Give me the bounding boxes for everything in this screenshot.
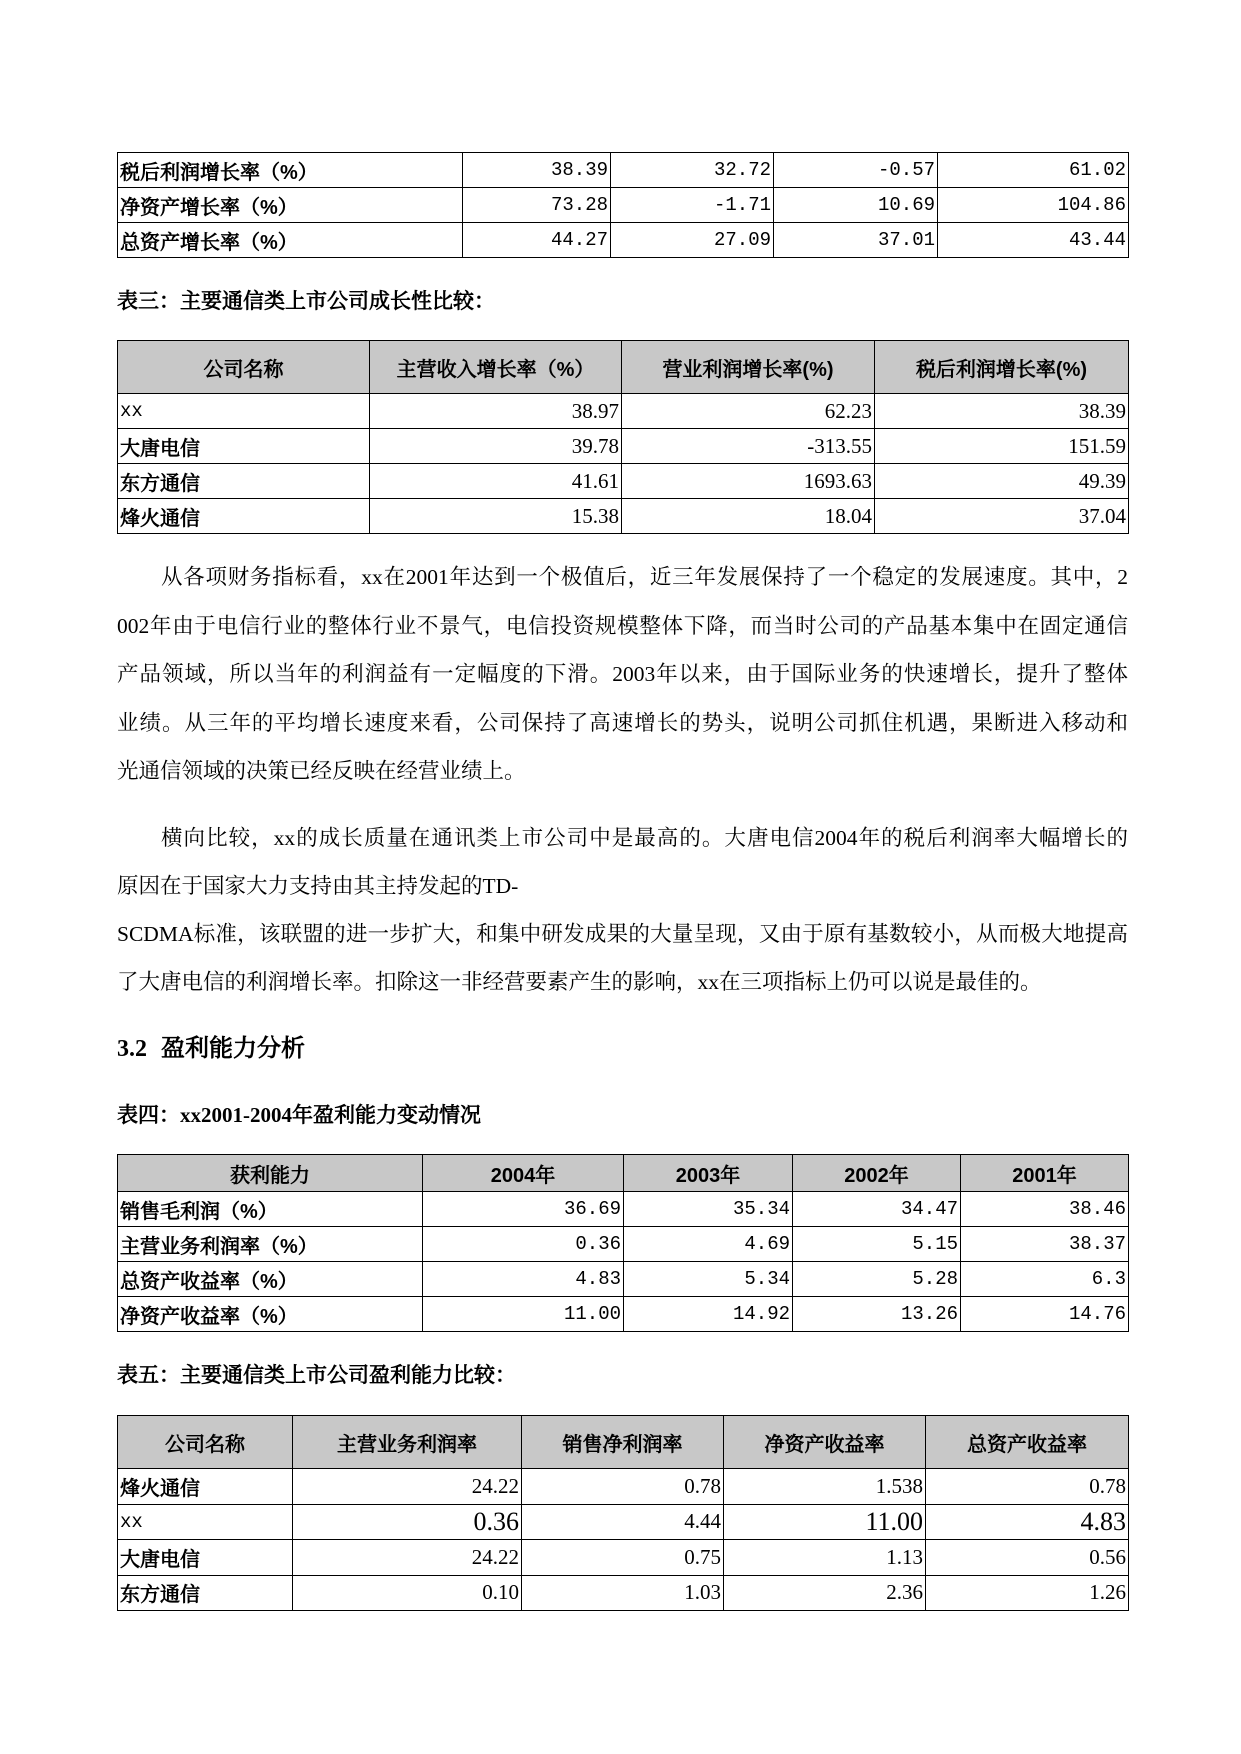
value-cell: 37.01	[774, 223, 938, 258]
header-cell: 税后利润增长率(%)	[875, 341, 1129, 394]
value-cell: 38.37	[961, 1227, 1129, 1262]
table4-caption: 表四：xx2001-2004年盈利能力变动情况	[117, 1103, 481, 1127]
value-cell: 34.47	[793, 1192, 961, 1227]
table-row	[118, 464, 1129, 499]
value-cell: 14.92	[624, 1297, 793, 1332]
section-title: 盈利能力分析	[161, 1035, 305, 1062]
value-cell: 61.02	[938, 153, 1129, 188]
value-cell: 41.61	[370, 464, 622, 499]
value-cell: 5.34	[624, 1262, 793, 1297]
body-paragraph	[117, 814, 1128, 1006]
value-cell: 4.44	[522, 1504, 724, 1540]
row-label: 烽火通信	[118, 1469, 293, 1505]
table5-caption: 表五：主要通信类上市公司盈利能力比较：	[117, 1363, 516, 1387]
table-header-row	[118, 1155, 1129, 1192]
table4-section	[117, 1154, 1128, 1332]
value-cell: -313.55	[622, 429, 875, 464]
value-cell: 6.3	[961, 1262, 1129, 1297]
table-row	[118, 1469, 1129, 1505]
row-label: 净资产收益率（%）	[118, 1297, 423, 1332]
value-cell: 1.26	[926, 1575, 1129, 1611]
table3-section	[117, 340, 1128, 534]
header-cell: 2003年	[624, 1155, 793, 1192]
value-cell: 2.36	[724, 1575, 926, 1611]
section-heading	[117, 1032, 1128, 1066]
table-row	[118, 1297, 1129, 1332]
table-row	[118, 499, 1129, 534]
value-cell: 1.538	[724, 1469, 926, 1505]
header-cell: 2002年	[793, 1155, 961, 1192]
value-cell: 62.23	[622, 394, 875, 429]
value-cell: 1.13	[724, 1540, 926, 1576]
value-cell: 0.78	[926, 1469, 1129, 1505]
row-label: 总资产收益率（%）	[118, 1262, 423, 1297]
value-cell: 35.34	[624, 1192, 793, 1227]
section-number: 3.2	[117, 1036, 147, 1062]
value-cell: 0.75	[522, 1540, 724, 1576]
header-cell: 获利能力	[118, 1155, 423, 1192]
row-label: 销售毛利润（%）	[118, 1192, 423, 1227]
value-cell: 5.28	[793, 1262, 961, 1297]
table-row	[118, 153, 1129, 188]
table-row	[118, 429, 1129, 464]
header-cell: 2001年	[961, 1155, 1129, 1192]
value-cell: 10.69	[774, 188, 938, 223]
value-cell: 38.39	[463, 153, 611, 188]
table-row	[118, 1192, 1129, 1227]
paragraph-line: 横向比较，xx的成长质量在通讯类上市公司中是最高的。大唐电信2004年的税后利润率大幅增长的	[161, 826, 1128, 850]
row-label: 主营业务利润率（%）	[118, 1227, 423, 1262]
header-cell: 净资产收益率	[724, 1416, 926, 1469]
value-cell: 39.78	[370, 429, 622, 464]
row-label: xx	[118, 394, 370, 429]
table5-section	[117, 1415, 1128, 1611]
body-paragraph	[117, 553, 1128, 796]
value-cell: 15.38	[370, 499, 622, 534]
row-label: 税后利润增长率（%）	[118, 153, 463, 188]
value-cell: 44.27	[463, 223, 611, 258]
row-label: 净资产增长率（%）	[118, 188, 463, 223]
value-cell: 37.04	[875, 499, 1129, 534]
table-row	[118, 1262, 1129, 1297]
row-label: 大唐电信	[118, 429, 370, 464]
growth-table-section	[117, 152, 1128, 258]
value-cell: 151.59	[875, 429, 1129, 464]
paragraph-line: 光通信领域的决策已经反映在经营业绩上。	[117, 759, 526, 783]
row-label: 东方通信	[118, 1575, 293, 1611]
profitability-comparison-table	[117, 1415, 1129, 1611]
header-cell: 公司名称	[118, 1416, 293, 1469]
paragraph-line: 产品领域，所以当年的利润益有一定幅度的下滑。2003年以来，由于国际业务的快速增长，提升了整体	[117, 662, 1128, 686]
value-cell: 24.22	[293, 1540, 522, 1576]
table-header-row	[118, 1416, 1129, 1469]
value-cell: 49.39	[875, 464, 1129, 499]
value-cell: 27.09	[611, 223, 774, 258]
value-cell: 0.78	[522, 1469, 724, 1505]
paragraph-line: 从各项财务指标看，xx在2001年达到一个极值后，近三年发展保持了一个稳定的发展速度。其中，2	[161, 565, 1128, 589]
table-row	[118, 1227, 1129, 1262]
table-row	[118, 1575, 1129, 1611]
paragraph-line: 了大唐电信的利润增长率。扣除这一非经营要素产生的影响，xx在三项指标上仍可以说是最佳的。	[117, 970, 1042, 994]
value-cell: 0.36	[423, 1227, 624, 1262]
value-cell: 14.76	[961, 1297, 1129, 1332]
value-cell: 4.83	[423, 1262, 624, 1297]
value-cell: 18.04	[622, 499, 875, 534]
value-cell: 0.56	[926, 1540, 1129, 1576]
value-cell: 11.00	[423, 1297, 624, 1332]
header-cell: 2004年	[423, 1155, 624, 1192]
value-cell: -1.71	[611, 188, 774, 223]
row-label: 东方通信	[118, 464, 370, 499]
table-row	[118, 223, 1129, 258]
header-cell: 主营收入增长率（%）	[370, 341, 622, 394]
table3-caption: 表三：主要通信类上市公司成长性比较：	[117, 289, 495, 313]
paragraph-line: SCDMA标准，该联盟的进一步扩大，和集中研发成果的大量呈现，又由于原有基数较小，从而极大地提高	[117, 922, 1128, 946]
growth-indicators-table	[117, 152, 1129, 258]
table-row	[118, 1540, 1129, 1576]
table-header-row	[118, 341, 1129, 394]
value-cell: 38.46	[961, 1192, 1129, 1227]
value-cell: 0.10	[293, 1575, 522, 1611]
value-cell: 36.69	[423, 1192, 624, 1227]
header-cell: 总资产收益率	[926, 1416, 1129, 1469]
paragraph-line: 原因在于国家大力支持由其主持发起的TD-	[117, 874, 519, 898]
profitability-trend-table	[117, 1154, 1129, 1332]
row-label: xx	[118, 1504, 293, 1540]
row-label: 总资产增长率（%）	[118, 223, 463, 258]
value-cell: 38.97	[370, 394, 622, 429]
paragraph-line: 002年由于电信行业的整体行业不景气，电信投资规模整体下降，而当时公司的产品基本集中在固定通信	[117, 613, 1128, 638]
value-cell: 4.83	[926, 1504, 1129, 1540]
value-cell: 1.03	[522, 1575, 724, 1611]
header-cell: 营业利润增长率(%)	[622, 341, 875, 394]
header-cell: 主营业务利润率	[293, 1416, 522, 1469]
table-row	[118, 1504, 1129, 1540]
value-cell: 24.22	[293, 1469, 522, 1505]
value-cell: 11.00	[724, 1504, 926, 1540]
value-cell: 1693.63	[622, 464, 875, 499]
row-label: 大唐电信	[118, 1540, 293, 1576]
table-row	[118, 188, 1129, 223]
value-cell: 13.26	[793, 1297, 961, 1332]
value-cell: 104.86	[938, 188, 1129, 223]
row-label: 烽火通信	[118, 499, 370, 534]
value-cell: 32.72	[611, 153, 774, 188]
value-cell: 5.15	[793, 1227, 961, 1262]
value-cell: 73.28	[463, 188, 611, 223]
header-cell: 销售净利润率	[522, 1416, 724, 1469]
value-cell: 38.39	[875, 394, 1129, 429]
growth-comparison-table	[117, 340, 1129, 534]
table-row	[118, 394, 1129, 429]
value-cell: 4.69	[624, 1227, 793, 1262]
value-cell: -0.57	[774, 153, 938, 188]
paragraph-line: 业绩。从三年的平均增长速度来看，公司保持了高速增长的势头，说明公司抓住机遇，果断进入移动和	[117, 710, 1128, 735]
value-cell: 0.36	[293, 1504, 522, 1540]
header-cell: 公司名称	[118, 341, 370, 394]
value-cell: 43.44	[938, 223, 1129, 258]
